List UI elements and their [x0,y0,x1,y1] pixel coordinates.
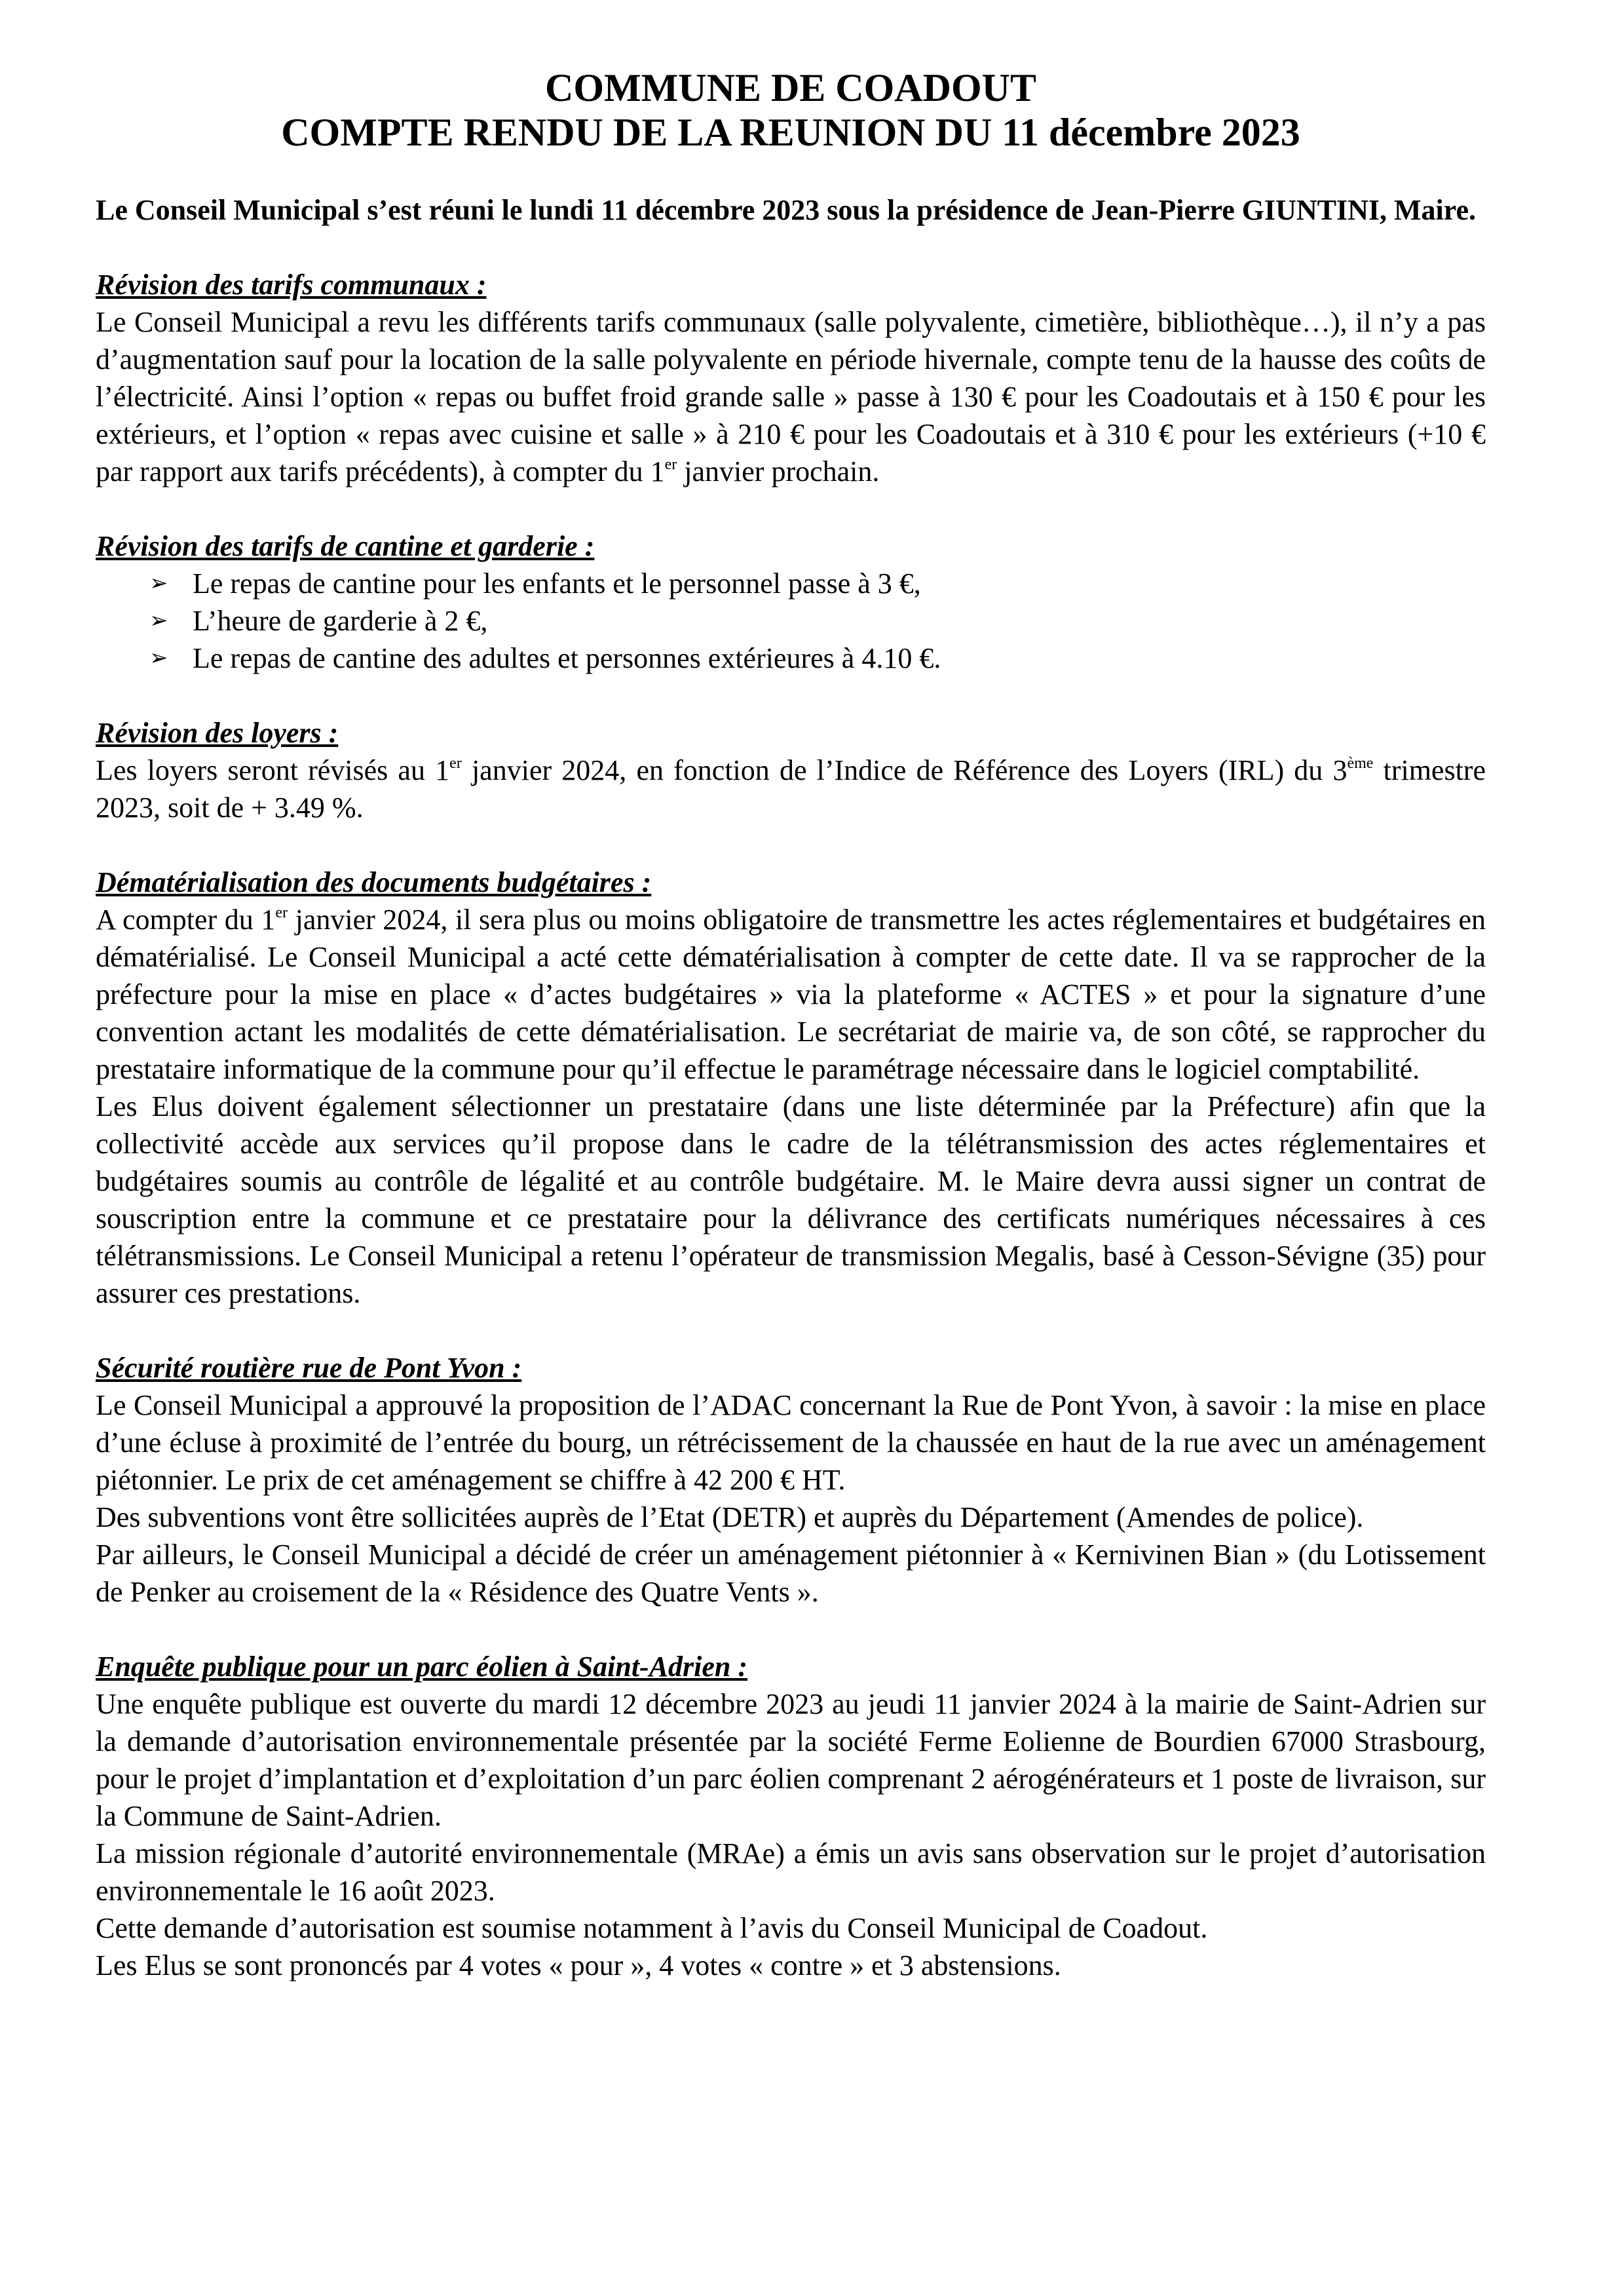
section-paragraph [96,752,1486,826]
section-paragraph: Les Elus se sont prononcés par 4 votes « pour », 4 votes « contre » et 3 abstensions. [96,1949,1061,1981]
section-dematerialisation [96,864,1486,1312]
section-paragraph: Le Conseil Municipal a approuvé la proposition de l’ADAC concernant la Rue de Pont Yvon, à savoir : la mise en place d’une écluse à proximité de l’entrée du bourg, un rétrécissement de la chaussée en haut de la rue avec un aménagement piétonnier. Le prix de cet aménagement se chiffre à 42 200 € HT. [96,1389,1486,1496]
section-title: Révision des loyers : [96,717,339,749]
list-item [149,602,1486,640]
superscript: er [275,904,288,921]
section-title: Révision des tarifs communaux : [96,269,487,301]
section-paragraph: Les Elus doivent également sélectionner un prestataire (dans une liste déterminée par la Préfecture) afin que la collectivité accède aux services qu’il propose dans le cadre de la télétransmission des actes réglementaires et budgétaires soumis au contrôle de légalité et au contrôle budgétaire. M. le Maire devra aussi signer un contrat de souscription entre la commune et ce prestataire pour la délivrance des certificats numériques nécessaires à ces télétransmissions. Le Conseil Municipal a retenu l’opérateur de transmission Megalis, basé à Cesson-Sévigne (35) pour assurer ces prestations. [96,1090,1486,1309]
text-run: trimestre 2023, soit de + 3.49 %. [96,754,1486,824]
section-enquete-eolien [96,1648,1486,1984]
arrow-bullet-icon: ➢ [149,607,168,634]
section-paragraph: Une enquête publique est ouverte du mardi 12 décembre 2023 au jeudi 11 janvier 2024 à la mairie de Saint-Adrien sur la demande d’autorisation environnementale présentée par la société Ferme Eolienne de Bourdien 67000 Strasbourg, pour le projet d’implantation et d’exploitation d’un parc éolien comprenant 2 aérogénérateurs et 1 poste de livraison, sur la Commune de Saint-Adrien. [96,1688,1486,1832]
text-run: janvier prochain. [677,455,880,488]
section-title: Enquête publique pour un parc éolien à Saint-Adrien : [96,1651,748,1683]
section-tarifs-communaux [96,266,1486,490]
section-title: Sécurité routière rue de Pont Yvon : [96,1352,522,1384]
title-report: COMPTE RENDU DE LA REUNION DU 11 décembre 2023 [281,111,1300,154]
superscript: er [664,456,677,473]
section-paragraph: Cette demande d’autorisation est soumise notamment à l’avis du Conseil Municipal de Coadout. [96,1912,1208,1944]
section-title: Dématérialisation des documents budgétaires : [96,866,652,898]
intro-paragraph: Le Conseil Municipal s’est réuni le lundi 11 décembre 2023 sous la présidence de Jean-Pierre GIUNTINI, Maire. [96,194,1477,226]
text-run: Le Conseil Municipal a revu les différents tarifs communaux (salle polyvalente, cimetière, bibliothèque…), il n’y a pas d’augmentation sauf pour la location de la salle polyvalente en période hivernale, compte tenu de la hausse des coûts de l’électricité. Ainsi l’option « repas ou buffet froid grande salle » passe à 130 € pour les Coadoutais et à 150 € pour les extérieurs, et l’option « repas avec cuisine et salle » à 210 € pour les Coadoutais et à 310 € pour les extérieurs (+10 € par rapport aux tarifs précédents), à compter du 1 [96,306,1486,488]
superscript: ème [1347,755,1374,772]
section-securite-routiere [96,1349,1486,1611]
section-paragraph [96,901,1486,1088]
list-item [149,640,1486,677]
arrow-bullet-icon: ➢ [149,645,168,671]
document-title [96,66,1486,155]
text-run: janvier 2024, il sera plus ou moins obligatoire de transmettre les actes réglementaires et budgétaires en dématérialisé. Le Conseil Municipal a acté cette dématérialisation à compter de cette date. Il va se rapprocher de la préfecture pour la mise en place « d’actes budgétaires » via la plateforme « ACTES » et pour la signature d’une convention actant les modalités de cette dématérialisation. Le secrétariat de mairie va, de son côté, se rapprocher du prestataire informatique de la commune pour qu’il effectue le paramétrage nécessaire dans le logiciel comptabilité. [96,904,1486,1085]
title-commune: COMMUNE DE COADOUT [545,66,1036,109]
list-item-text: Le repas de cantine des adultes et personnes extérieures à 4.10 €. [193,642,941,674]
section-paragraph [96,303,1486,490]
arrow-bullet-icon: ➢ [149,570,168,596]
list-item-text: L’heure de garderie à 2 €, [193,605,488,637]
section-tarifs-cantine [96,527,1486,677]
text-run: janvier 2024, en fonction de l’Indice de Référence des Loyers (IRL) du 3 [461,754,1348,786]
superscript: er [449,755,462,772]
text-run: A compter du 1 [96,904,276,936]
text-run: Les loyers seront révisés au 1 [96,754,450,786]
section-title: Révision des tarifs de cantine et garderie : [96,530,595,562]
bullet-list [96,565,1486,677]
section-paragraph: Par ailleurs, le Conseil Municipal a décidé de créer un aménagement piétonnier à « Kernivinen Bian » (du Lotissement de Penker au croisement de la « Résidence des Quatre Vents ». [96,1539,1486,1608]
section-loyers [96,714,1486,826]
section-paragraph: La mission régionale d’autorité environnementale (MRAe) a émis un avis sans observation sur le projet d’autorisation environnementale le 16 août 2023. [96,1837,1486,1907]
list-item-text: Le repas de cantine pour les enfants et le personnel passe à 3 €, [193,567,921,600]
section-paragraph: Des subventions vont être sollicitées auprès de l’Etat (DETR) et auprès du Département (Amendes de police). [96,1501,1364,1533]
document-content [96,66,1486,1984]
list-item [149,565,1486,602]
